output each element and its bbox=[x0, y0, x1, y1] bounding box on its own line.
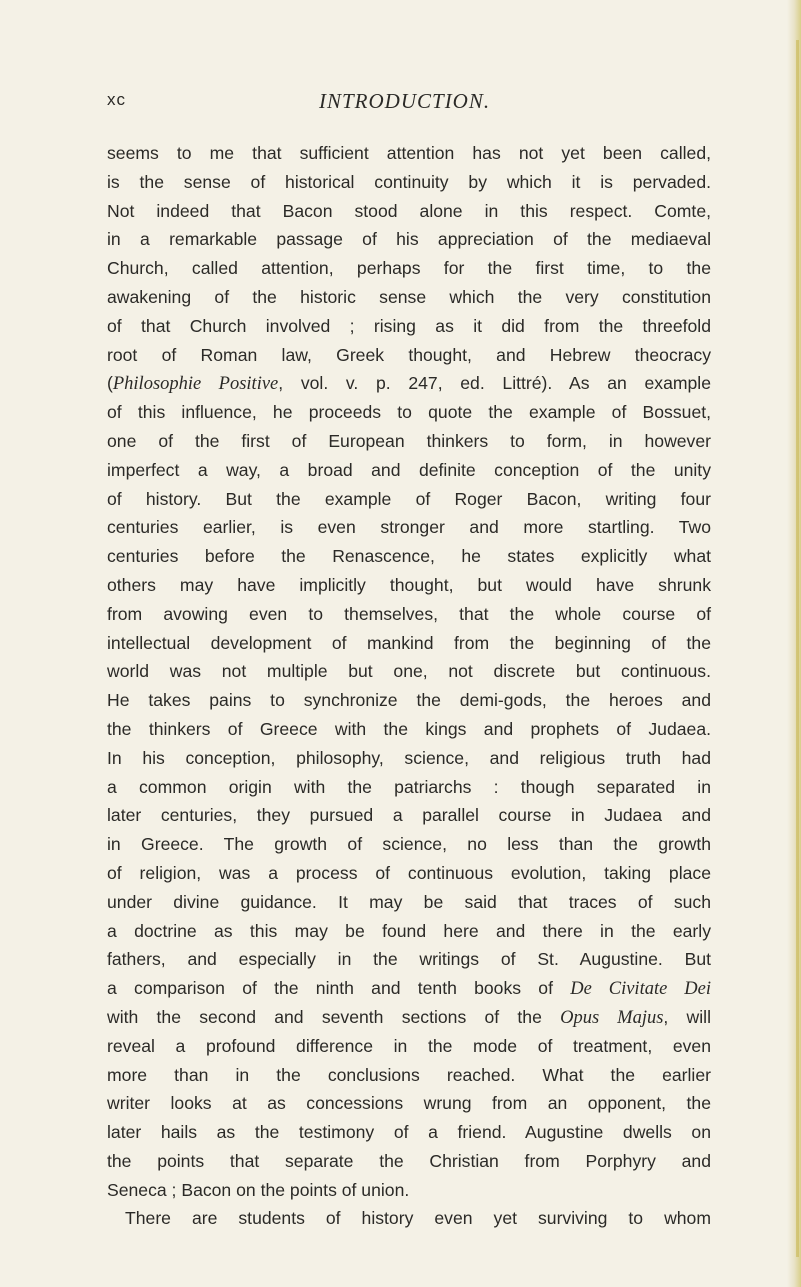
text-line bbox=[107, 369, 711, 398]
text-line: is the sense of historical continuity by which it is pervaded. bbox=[107, 171, 711, 192]
italic-title: De Civitate Dei bbox=[570, 979, 711, 1000]
text-line: more than in the conclusions reached. What the earlier bbox=[107, 1064, 711, 1085]
page-number: xc bbox=[107, 90, 126, 109]
text-line: others may have implicitly thought, but would have shrunk bbox=[107, 574, 711, 595]
body-text bbox=[107, 139, 711, 1233]
text-run: , vol. v. p. 247, ed. Littré). As an example bbox=[278, 373, 711, 394]
text-line: in a remarkable passage of his appreciation of the mediaeval bbox=[107, 229, 711, 250]
text-line: of that Church involved ; rising as it did from the threefold bbox=[107, 315, 711, 336]
text-line bbox=[107, 1003, 711, 1032]
text-line: centuries earlier, is even stronger and more startling. Two bbox=[107, 517, 711, 538]
text-line: of history. But the example of Roger Bacon, writing four bbox=[107, 488, 711, 509]
text-line: awakening of the historic sense which the very constitution bbox=[107, 286, 711, 307]
text-line: centuries before the Renascence, he states explicitly what bbox=[107, 546, 711, 567]
text-line: the points that separate the Christian from Porphyry and bbox=[107, 1150, 711, 1171]
text-line: from avowing even to themselves, that the whole course of bbox=[107, 603, 711, 624]
text-line: writer looks at as concessions wrung from an opponent, the bbox=[107, 1093, 711, 1114]
text-run: a comparison of the ninth and tenth books of bbox=[107, 978, 571, 999]
page-header bbox=[107, 90, 711, 116]
text-line: intellectual development of mankind from the beginning of the bbox=[107, 632, 711, 653]
paragraph-start-line: There are students of history even yet surviving to whom bbox=[125, 1208, 711, 1229]
text-run: , will bbox=[663, 1006, 711, 1027]
text-line: a common origin with the patriarchs : though separated in bbox=[107, 776, 711, 797]
text-line: reveal a profound difference in the mode of treatment, even bbox=[107, 1035, 711, 1056]
text-line bbox=[107, 974, 711, 1003]
text-line: root of Roman law, Greek thought, and Hebrew theocracy bbox=[107, 344, 711, 365]
text-line: fathers, and especially in the writings of St. Augustine. But bbox=[107, 949, 711, 970]
text-line: in Greece. The growth of science, no less than the growth bbox=[107, 834, 711, 855]
text-line: of religion, was a process of continuous evolution, taking place bbox=[107, 862, 711, 883]
text-line: seems to me that sufficient attention has not yet been called, bbox=[107, 143, 711, 163]
text-line: under divine guidance. It may be said that traces of such bbox=[107, 891, 711, 912]
italic-title: Opus Majus bbox=[560, 1007, 664, 1028]
text-run: ( bbox=[107, 373, 113, 394]
text-line: later hails as the testimony of a friend. Augustine dwells on bbox=[107, 1122, 711, 1143]
text-line: He takes pains to synchronize the demi-gods, the heroes and bbox=[107, 690, 711, 711]
page-edge bbox=[787, 0, 801, 1287]
text-line: later centuries, they pursued a parallel course in Judaea and bbox=[107, 805, 711, 826]
text-line: In his conception, philosophy, science, and religious truth had bbox=[107, 747, 711, 768]
text-line: the thinkers of Greece with the kings and prophets of Judaea. bbox=[107, 718, 711, 739]
text-line: of this influence, he proceeds to quote the example of Bossuet, bbox=[107, 402, 711, 423]
italic-title: Philosophie Positive bbox=[112, 374, 279, 395]
text-line: Not indeed that Bacon stood alone in this respect. Comte, bbox=[107, 200, 711, 221]
text-line: world was not multiple but one, not discrete but continuous. bbox=[107, 661, 711, 682]
text-line: one of the first of European thinkers to form, in however bbox=[107, 430, 711, 451]
text-line: a doctrine as this may be found here and there in the early bbox=[107, 920, 711, 941]
paragraph-end-line: Seneca ; Bacon on the points of union. bbox=[107, 1179, 410, 1200]
running-head: INTRODUCTION. bbox=[319, 89, 491, 113]
text-line: Church, called attention, perhaps for the first time, to the bbox=[107, 258, 711, 279]
text-line: imperfect a way, a broad and definite conception of the unity bbox=[107, 459, 711, 480]
text-run: with the second and seventh sections of the bbox=[107, 1006, 561, 1027]
